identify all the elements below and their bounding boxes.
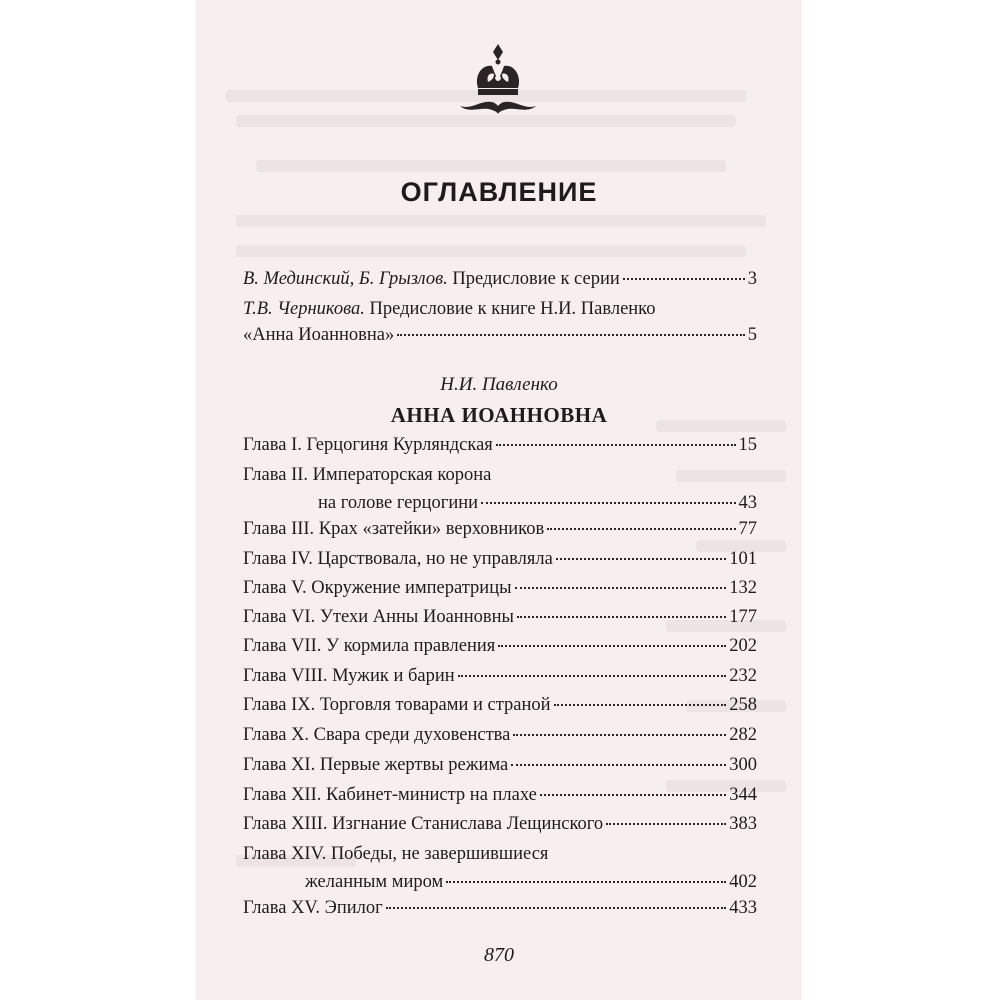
dot-leader — [606, 823, 726, 825]
entry-page: 5 — [747, 325, 757, 345]
dot-leader — [496, 444, 736, 446]
chapter-page: 232 — [729, 666, 757, 686]
chapter-page: 177 — [729, 607, 757, 627]
chapter-page: 282 — [729, 725, 757, 745]
chapter-entry — [243, 606, 757, 628]
dot-leader — [397, 334, 745, 336]
chapter-page: 402 — [729, 872, 757, 892]
chapter-entry — [243, 784, 757, 806]
chapter-label: Глава XIII. Изгнание Станислава Лещинского — [243, 814, 604, 834]
chapter-label: Глава VI. Утехи Анны Иоанновны — [243, 607, 514, 627]
chapter-entry — [243, 665, 757, 687]
dot-leader — [386, 907, 727, 909]
dot-leader — [554, 704, 727, 706]
chapter-label-cont: желанным миром — [305, 872, 444, 892]
crown-ornament-icon — [458, 40, 538, 120]
chapter-page: 132 — [729, 578, 757, 598]
chapter-entry — [243, 694, 757, 716]
chapter-page: 383 — [729, 814, 757, 834]
entry-title-cont: «Анна Иоанновна» — [243, 325, 395, 345]
entry-page: 3 — [747, 269, 757, 289]
chapter-label: Глава VII. У кормила правления — [243, 636, 496, 656]
chapter-entry — [243, 897, 757, 919]
chapter-label: Глава III. Крах «затейки» верховников — [243, 519, 545, 539]
chapter-entry — [243, 518, 757, 540]
dot-leader — [623, 278, 745, 280]
chapter-page: 101 — [729, 549, 757, 569]
chapter-entry — [243, 434, 757, 456]
chapter-page: 433 — [729, 898, 757, 918]
dot-leader — [547, 528, 735, 530]
entry-title: Предисловие к серии — [452, 269, 620, 289]
chapter-page: 43 — [738, 493, 757, 513]
dot-leader — [515, 587, 727, 589]
section-author: Н.И. Павленко — [440, 374, 558, 395]
dot-leader — [511, 764, 726, 766]
chapter-entry — [243, 577, 757, 599]
chapter-page: 202 — [729, 636, 757, 656]
chapter-label: Глава V. Окружение императрицы — [243, 578, 512, 598]
chapter-label: Глава VIII. Мужик и барин — [243, 666, 455, 686]
page-title: ОГЛАВЛЕНИЕ — [400, 177, 598, 207]
dot-leader — [513, 734, 726, 736]
chapter-page: 300 — [729, 755, 757, 775]
section-book-title: АННА ИОАННОВНА — [390, 403, 608, 427]
chapter-entry — [243, 464, 757, 514]
chapter-label: Глава XV. Эпилог — [243, 898, 383, 918]
dot-leader — [481, 502, 735, 504]
entry-author: Т.В. Черникова. — [243, 299, 365, 319]
dot-leader — [556, 558, 726, 560]
chapter-label: Глава I. Герцогиня Курляндская — [243, 435, 493, 455]
chapter-label: Глава XI. Первые жертвы режима — [243, 755, 509, 775]
chapter-page: 344 — [729, 785, 757, 805]
chapter-entry — [243, 754, 757, 776]
chapter-label: Глава IV. Царствовала, но не управляла — [243, 549, 553, 569]
entry-author: В. Мединский, Б. Грызлов. — [243, 269, 448, 289]
chapter-entry — [243, 635, 757, 657]
chapter-label: Глава IX. Торговля товарами и страной — [243, 695, 551, 715]
chapter-entry — [243, 843, 757, 893]
dot-leader — [517, 616, 726, 618]
chapter-label: Глава XII. Кабинет-министр на плахе — [243, 785, 537, 805]
dot-leader — [458, 675, 727, 677]
chapter-label: Глава XIV. Победы, не завершившиеся — [243, 844, 549, 864]
chapter-page: 258 — [729, 695, 757, 715]
dot-leader — [446, 881, 726, 883]
entry-title: Предисловие к книге Н.И. Павленко — [369, 299, 656, 319]
page-number: 870 — [484, 944, 514, 966]
chapter-label: Глава X. Свара среди духовенства — [243, 725, 511, 745]
dot-leader — [540, 794, 726, 796]
chapter-entry — [243, 813, 757, 835]
front-matter-entry — [243, 268, 757, 290]
chapter-label-cont: на голове герцогини — [318, 493, 479, 513]
dot-leader — [498, 645, 726, 647]
chapter-entry — [243, 548, 757, 570]
chapter-page: 15 — [738, 435, 757, 455]
chapter-page: 77 — [738, 519, 757, 539]
chapter-entry — [243, 724, 757, 746]
book-page — [196, 0, 802, 1000]
front-matter-entry — [243, 298, 757, 346]
chapter-label: Глава II. Императорская корона — [243, 465, 492, 485]
